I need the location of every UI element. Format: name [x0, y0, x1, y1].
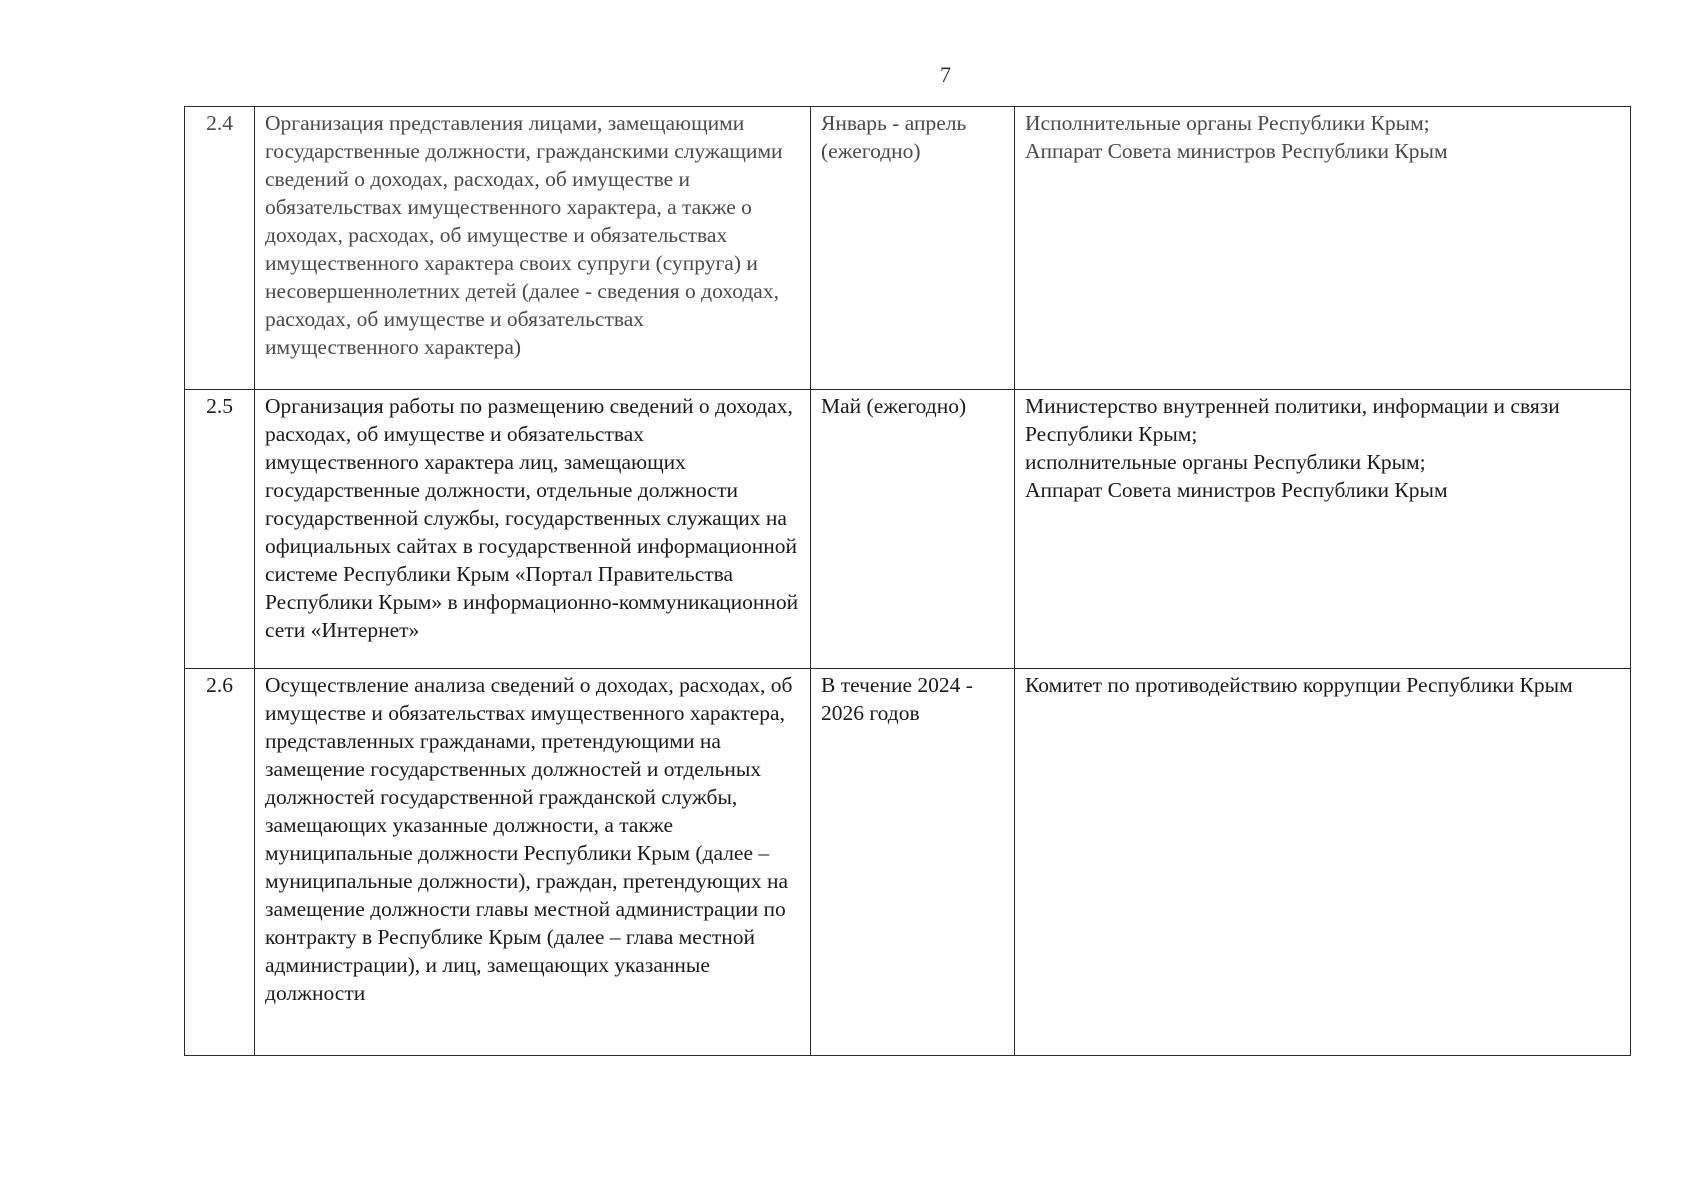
table-row — [185, 107, 1631, 390]
measure-term: Май (ежегодно) — [811, 390, 1015, 669]
measure-executors: Исполнительные органы Республики Крым; Аппарат Совета министров Республики Крым — [1015, 107, 1631, 390]
measure-description: Осуществление анализа сведений о доходах, расходах, об имуществе и обязательствах имущественного характера, представленных гражданами, претендующими на замещение государственных должностей и отдельных должностей государственной гражданской службы, замещающих указанные должности, а также муниципальные должности Республики Крым (далее – муниципальные должности), граждан, претендующих на замещение должности главы местной администрации по контракту в Республике Крым (далее – глава местной администрации), и лиц, замещающих указанные должности — [255, 669, 811, 1056]
measure-term: В течение 2024 - 2026 годов — [811, 669, 1015, 1056]
measure-description: Организация работы по размещению сведений о доходах, расходах, об имуществе и обязательствах имущественного характера лиц, замещающих государственные должности, отдельные должности государственной службы, государственных служащих на официальных сайтах в государственной информационной системе Республики Крым «Портал Правительства Республики Крым» в информационно-коммуникационной сети «Интернет» — [255, 390, 811, 669]
measure-term: Январь - апрель (ежегодно) — [811, 107, 1015, 390]
table-row — [185, 669, 1631, 1056]
row-number: 2.4 — [185, 107, 255, 390]
measures-table — [184, 106, 1631, 1056]
row-number: 2.6 — [185, 669, 255, 1056]
row-number: 2.5 — [185, 390, 255, 669]
measure-executors: Комитет по противодействию коррупции Республики Крым — [1015, 669, 1631, 1056]
table-row — [185, 390, 1631, 669]
measure-executors: Министерство внутренней политики, информации и связи Республики Крым; исполнительные органы Республики Крым; Аппарат Совета министров Республики Крым — [1015, 390, 1631, 669]
measure-description: Организация представления лицами, замещающими государственные должности, гражданскими служащими сведений о доходах, расходах, об имуществе и обязательствах имущественного характера, а также о доходах, расходах, об имуществе и обязательствах имущественного характера своих супруги (супруга) и несовершеннолетних детей (далее - сведения о доходах, расходах, об имуществе и обязательствах имущественного характера) — [255, 107, 811, 390]
page-number: 7 — [940, 62, 951, 87]
